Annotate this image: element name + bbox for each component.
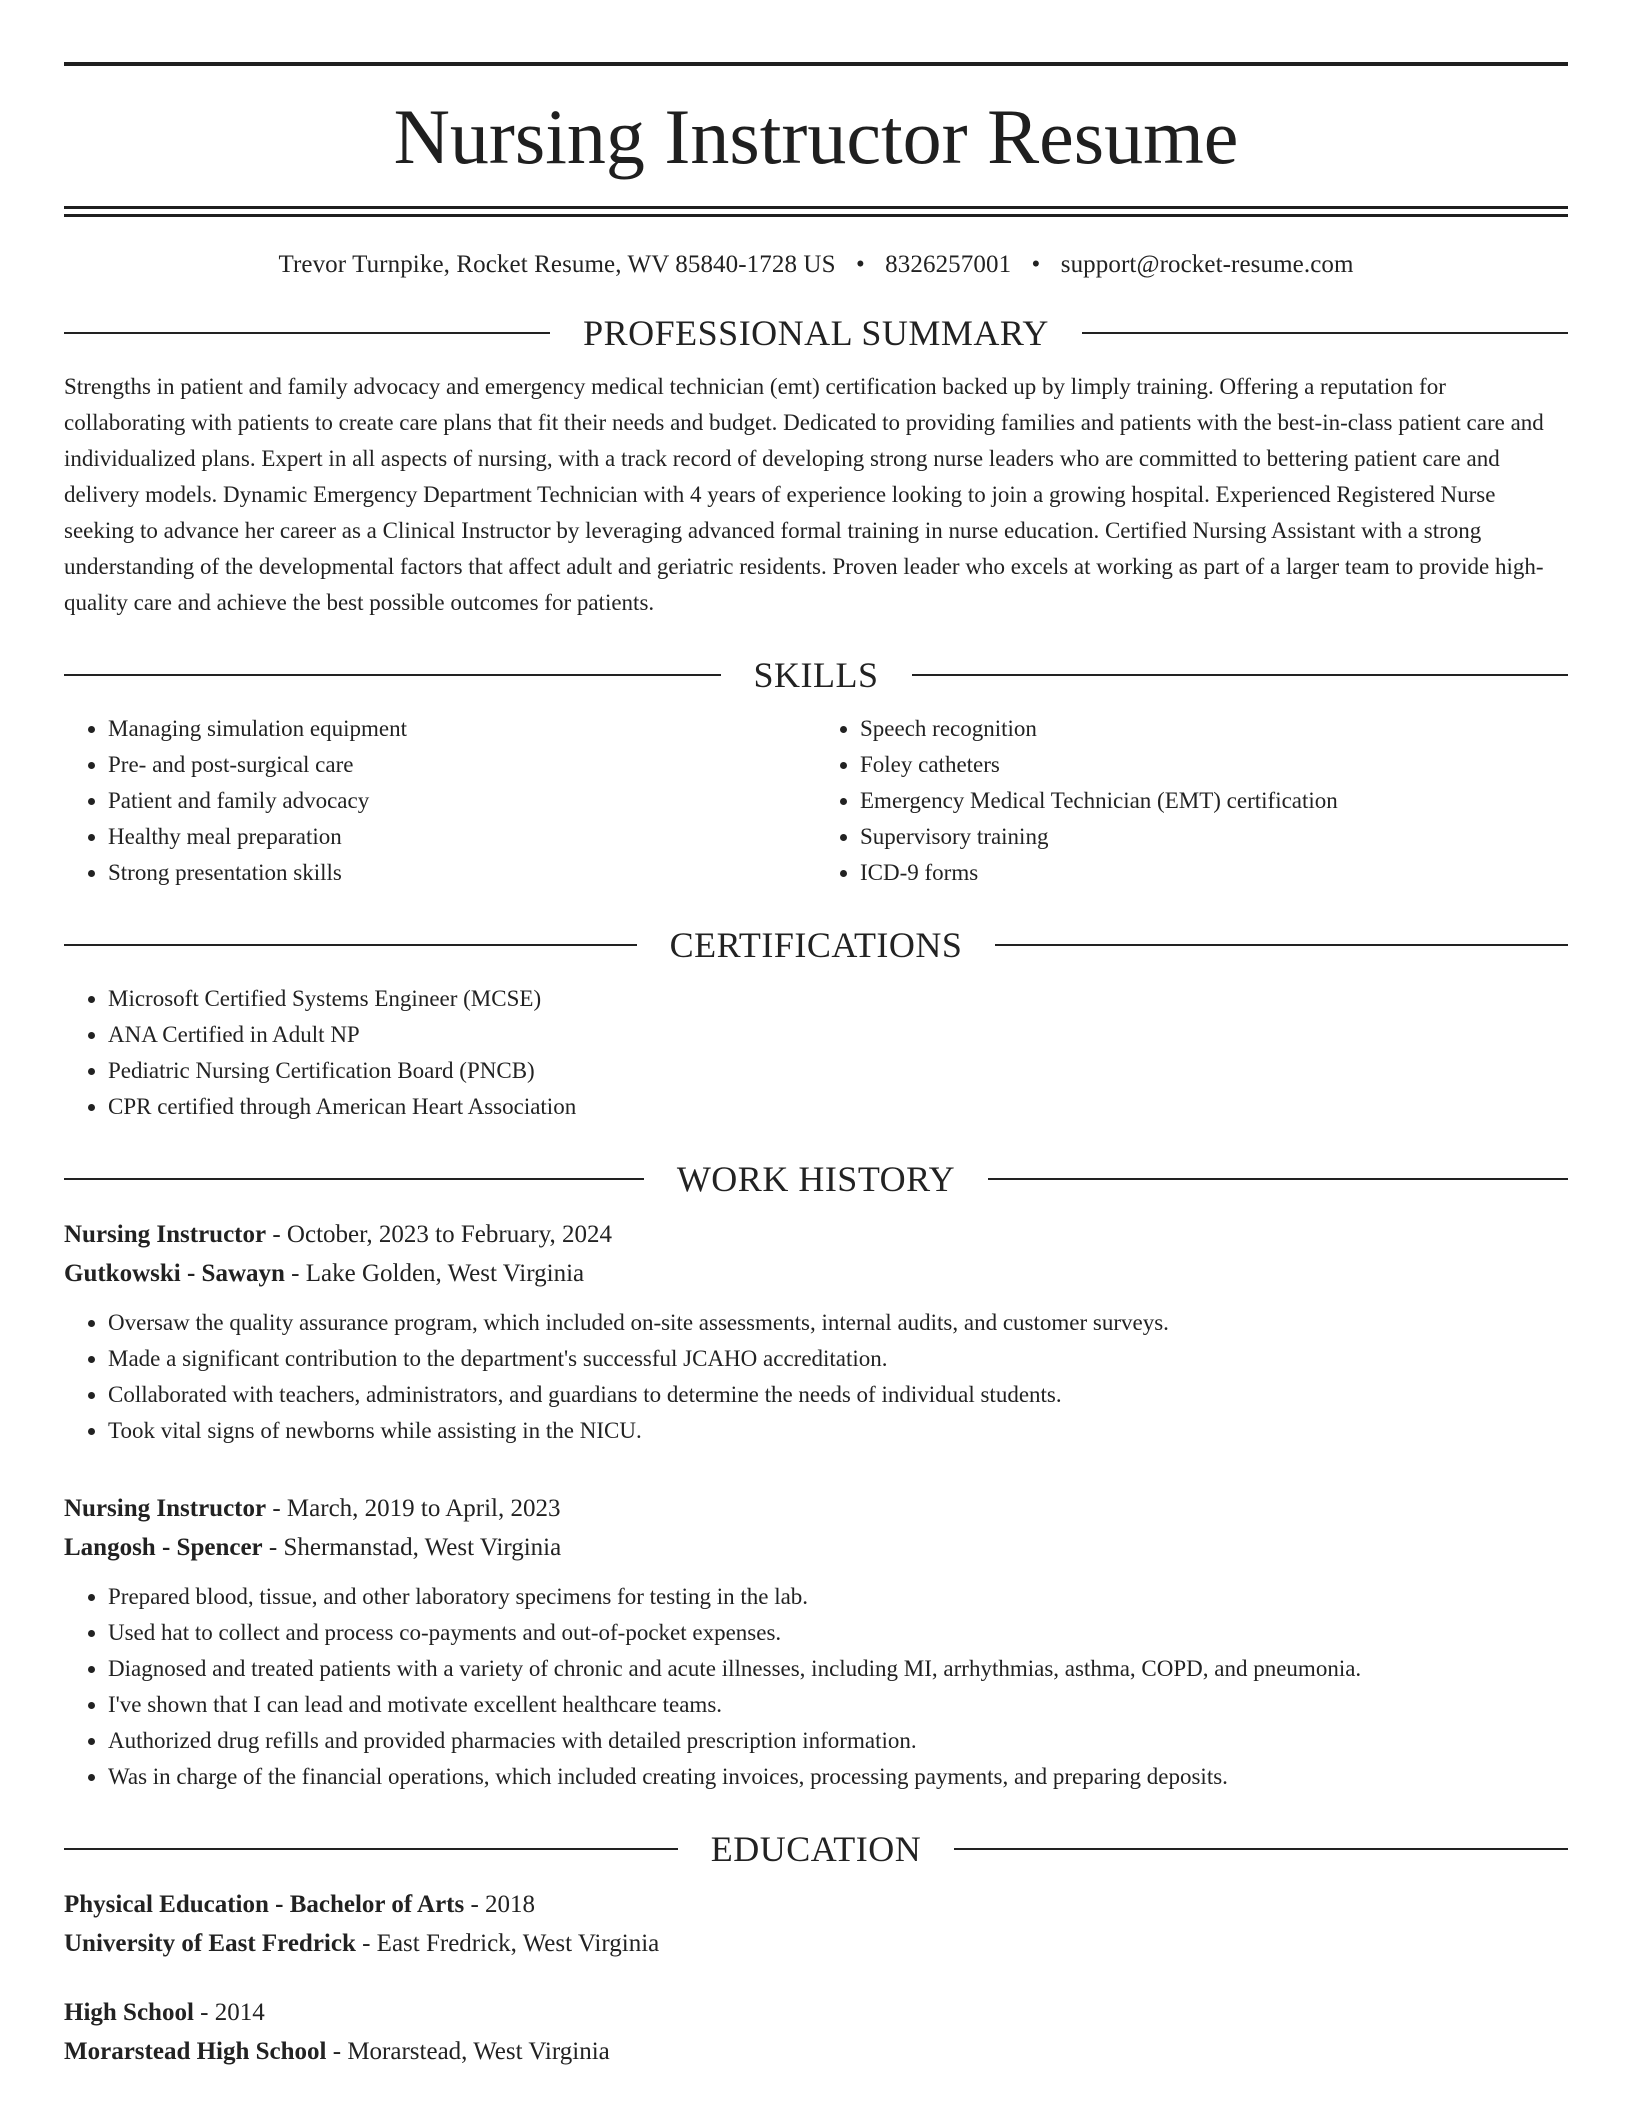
skills-list-right [816, 711, 1568, 891]
education-location: - Morarstead, West Virginia [326, 2038, 610, 2065]
skill-item: • Patient and family advocacy [108, 783, 816, 819]
section-rule [64, 1848, 678, 1850]
section-rule [954, 1848, 1568, 1850]
section-rule [64, 944, 637, 946]
job-bullet: • Prepared blood, tissue, and other laboratory specimens for testing in the lab. [108, 1579, 1568, 1615]
job-bullet: • Oversaw the quality assurance program, which included on-site assessments, internal audits, and customer surveys. [108, 1305, 1568, 1341]
section-rule [912, 674, 1569, 676]
section-rule [64, 674, 721, 676]
education-entry [64, 1993, 1568, 2071]
education-location: - East Fredrick, West Virginia [355, 1930, 660, 1957]
section-rule [995, 944, 1568, 946]
title-double-rule [64, 206, 1568, 217]
section-rule [64, 1178, 644, 1180]
education-school-line [64, 2032, 1568, 2071]
education-degree: High School [64, 1999, 194, 2026]
education-school: University of East Fredrick [64, 1930, 356, 1957]
job-entry [64, 1215, 1568, 1449]
skill-item: • Emergency Medical Technician (EMT) certification [860, 783, 1568, 819]
job-bullets [64, 1579, 1568, 1795]
job-dates: - March, 2019 to April, 2023 [266, 1495, 561, 1522]
job-title: Nursing Instructor [64, 1495, 267, 1522]
job-bullet: • Authorized drug refills and provided pharmacies with detailed prescription information. [108, 1723, 1568, 1759]
section-rule [1082, 332, 1568, 334]
contact-address: Trevor Turnpike, Rocket Resume, WV 85840-1728 US [278, 251, 836, 278]
job-bullet: • Was in charge of the financial operations, which included creating invoices, processing payments, and preparing deposits. [108, 1759, 1568, 1795]
section-title: CERTIFICATIONS [669, 925, 963, 965]
job-location: - Lake Golden, West Virginia [284, 1260, 585, 1287]
job-bullet: • Collaborated with teachers, administrators, and guardians to determine the needs of individual students. [108, 1377, 1568, 1413]
section-title: PROFESSIONAL SUMMARY [583, 313, 1049, 353]
contact-line [64, 251, 1568, 279]
section-header-certifications [64, 927, 1568, 963]
job-title-line [64, 1215, 1568, 1254]
education-degree-line [64, 1993, 1568, 2032]
resume-title: Nursing Instructor Resume [393, 93, 1239, 180]
professional-summary: Strengths in patient and family advocacy and emergency medical technician (emt) certification backed up by limply training. Offering a reputation for collaborating with patients to create care plans that fit their needs and budget. Dedicated to providing families and patients with the best-in-class patient care and individualized plans. Expert in all aspects of nursing, with a track record of developing strong nurse leaders who are committed to bettering patient care and delivery models. Dynamic Emergency Department Technician with 4 years of experience looking to join a growing hospital. Experienced Registered Nurse seeking to advance her career as a Clinical Instructor by leveraging advanced formal training in nurse education. Certified Nursing Assistant with a strong understanding of the developmental factors that affect adult and geriatric residents. Proven leader who excels at working as part of a larger team to provide high-quality care and achieve the best possible outcomes for patients. [64, 374, 1544, 615]
education-degree-line [64, 1885, 1568, 1924]
section-header-education [64, 1831, 1568, 1867]
contact-separator: • [855, 251, 865, 278]
job-employer-line [64, 1254, 1568, 1293]
skill-item: • Healthy meal preparation [108, 819, 816, 855]
contact-email: support@rocket-resume.com [1060, 251, 1354, 278]
skill-item: • ICD-9 forms [860, 855, 1568, 891]
section-title: SKILLS [753, 655, 879, 695]
top-rule [64, 62, 1568, 66]
job-employer: Gutkowski - Sawayn [64, 1260, 285, 1287]
section-rule [988, 1178, 1568, 1180]
section-title: WORK HISTORY [676, 1159, 956, 1199]
education-year: - 2014 [193, 1999, 265, 2026]
job-dates: - October, 2023 to February, 2024 [266, 1221, 613, 1248]
job-bullet: • I've shown that I can lead and motivate excellent healthcare teams. [108, 1687, 1568, 1723]
certification-item: • ANA Certified in Adult NP [108, 1017, 1568, 1053]
contact-phone: 8326257001 [885, 251, 1012, 278]
education-school: Morarstead High School [64, 2038, 327, 2065]
job-location: - Shermanstad, West Virginia [262, 1534, 562, 1561]
education-entry [64, 1885, 1568, 1963]
certifications-list [64, 981, 1568, 1125]
contact-separator: • [1031, 251, 1041, 278]
job-bullet: • Took vital signs of newborns while assisting in the NICU. [108, 1413, 1568, 1449]
skill-item: • Foley catheters [860, 747, 1568, 783]
certification-item: • Microsoft Certified Systems Engineer (MCSE) [108, 981, 1568, 1017]
education-degree: Physical Education - Bachelor of Arts [64, 1891, 465, 1918]
certification-item: • CPR certified through American Heart Association [108, 1089, 1568, 1125]
job-employer: Langosh - Spencer [64, 1534, 263, 1561]
skill-item: • Speech recognition [860, 711, 1568, 747]
job-bullets [64, 1305, 1568, 1449]
job-bullet: • Used hat to collect and process co-payments and out-of-pocket expenses. [108, 1615, 1568, 1651]
job-bullet: • Made a significant contribution to the department's successful JCAHO accreditation. [108, 1341, 1568, 1377]
job-employer-line [64, 1528, 1568, 1567]
section-header-skills [64, 657, 1568, 693]
job-bullet: • Diagnosed and treated patients with a variety of chronic and acute illnesses, including MI, arrhythmias, asthma, COPD, and pneumonia. [108, 1651, 1568, 1687]
skill-item: • Managing simulation equipment [108, 711, 816, 747]
skill-item: • Strong presentation skills [108, 855, 816, 891]
section-header-summary [64, 315, 1568, 351]
education-year: - 2018 [464, 1891, 536, 1918]
section-rule [64, 332, 550, 334]
section-title: EDUCATION [710, 1829, 922, 1869]
education-school-line [64, 1924, 1568, 1963]
skill-item: • Supervisory training [860, 819, 1568, 855]
skill-item: • Pre- and post-surgical care [108, 747, 816, 783]
skills-list-left [64, 711, 816, 891]
job-title-line [64, 1489, 1568, 1528]
section-header-work-history [64, 1161, 1568, 1197]
job-title: Nursing Instructor [64, 1221, 267, 1248]
certification-item: • Pediatric Nursing Certification Board (PNCB) [108, 1053, 1568, 1089]
job-entry [64, 1489, 1568, 1795]
skills-grid [64, 711, 1568, 891]
